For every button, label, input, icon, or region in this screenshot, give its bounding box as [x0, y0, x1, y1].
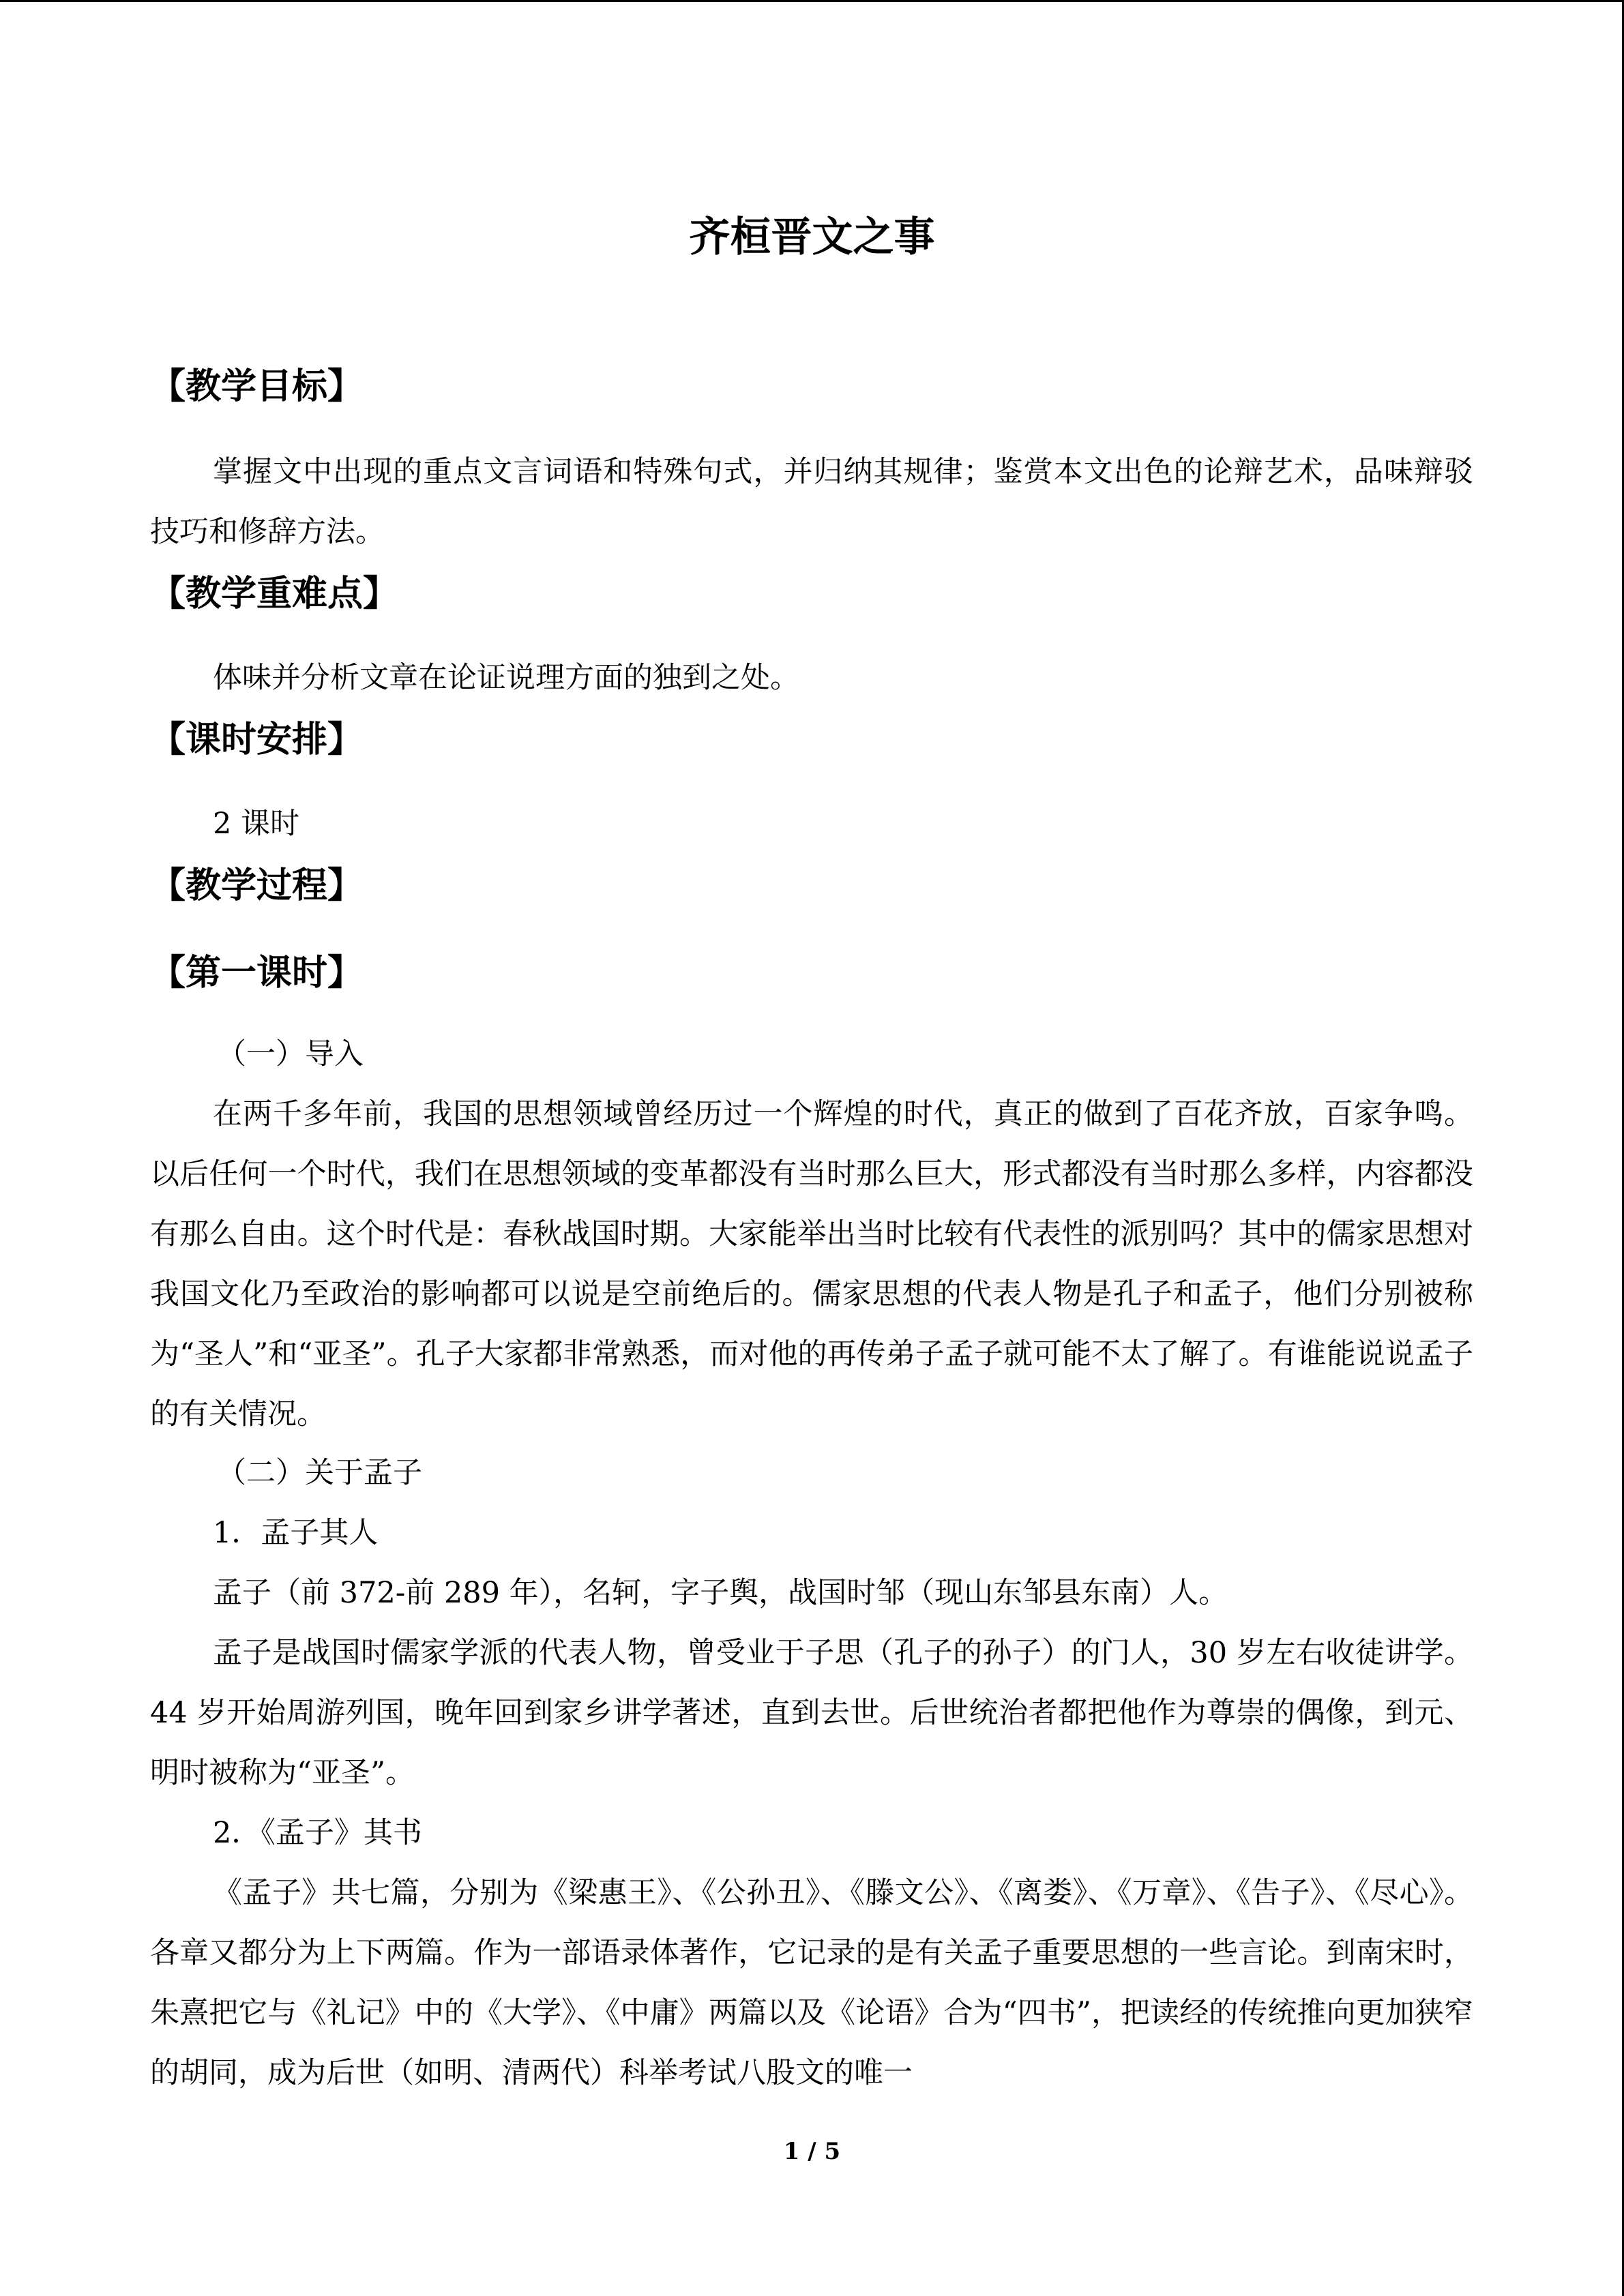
objectives-paragraph: 掌握文中出现的重点文言词语和特殊句式，并归纳其规律；鉴赏本文出色的论辩艺术，品味辩驳技巧和修辞方法。: [150, 455, 1473, 549]
page-top-border: [0, 0, 1624, 2]
heading-first-lesson: 【第一课时】: [150, 953, 364, 994]
heading-teaching-objectives: 【教学目标】: [150, 366, 364, 407]
intro-label: （一）导入: [217, 1037, 364, 1071]
mencius-person-paragraph-1: 孟子（前 372-前 289 年），名轲，字子舆，战国时邹（现山东邹县东南）人。: [213, 1576, 1228, 1610]
mencius-person-paragraph-2: 孟子是战国时儒家学派的代表人物，曾受业于子思（孔子的孙子）的门人，30 岁左右收徒讲学。44 岁开始周游列国，晚年回到家乡讲学著述，直到去世。后世统治者都把他作为尊崇的偶像，到元、明时被称为“亚圣”。: [150, 1636, 1473, 1790]
mencius-person-label: 1．孟子其人: [213, 1516, 379, 1550]
about-mencius-label: （二）关于孟子: [217, 1456, 422, 1490]
mencius-book-label: 2．《孟子》其书: [213, 1816, 422, 1850]
heading-key-difficult-points: 【教学重难点】: [150, 573, 399, 614]
page-number: 1 / 5: [783, 2138, 841, 2165]
heading-class-schedule: 【课时安排】: [150, 719, 364, 760]
heading-teaching-process: 【教学过程】: [150, 865, 364, 906]
document-title: 齐桓晋文之事: [689, 213, 935, 261]
intro-paragraph: 在两千多年前，我国的思想领域曾经历过一个辉煌的时代，真正的做到了百花齐放，百家争鸣。以后任何一个时代，我们在思想领域的变革都没有当时那么巨大，形式都没有当时那么多样，内容都没有那么自由。这个时代是：春秋战国时期。大家能举出当时比较有代表性的派别吗？其中的儒家思想对我国文化乃至政治的影响都可以说是空前绝后的。儒家思想的代表人物是孔子和孟子，他们分别被称为“圣人”和“亚圣”。孔子大家都非常熟悉，而对他的再传弟子孟子就可能不太了解了。有谁能说说孟子的有关情况。: [150, 1097, 1473, 1431]
schedule-text: 2 课时: [213, 807, 300, 841]
mencius-book-paragraph: 《孟子》共七篇，分别为《梁惠王》、《公孙丑》、《滕文公》、《离娄》、《万章》、《告子》、《尽心》。各章又都分为上下两篇。作为一部语录体著作，它记录的是有关孟子重要思想的一些言论。到南宋时，朱熹把它与《礼记》中的《大学》、《中庸》两篇以及《论语》合为“四书”，把读经的传统推向更加狭窄的胡同，成为后世（如明、清两代）科举考试八股文的唯一: [150, 1876, 1473, 2090]
key-points-paragraph: 体味并分析文章在论证说理方面的独到之处。: [213, 661, 799, 695]
